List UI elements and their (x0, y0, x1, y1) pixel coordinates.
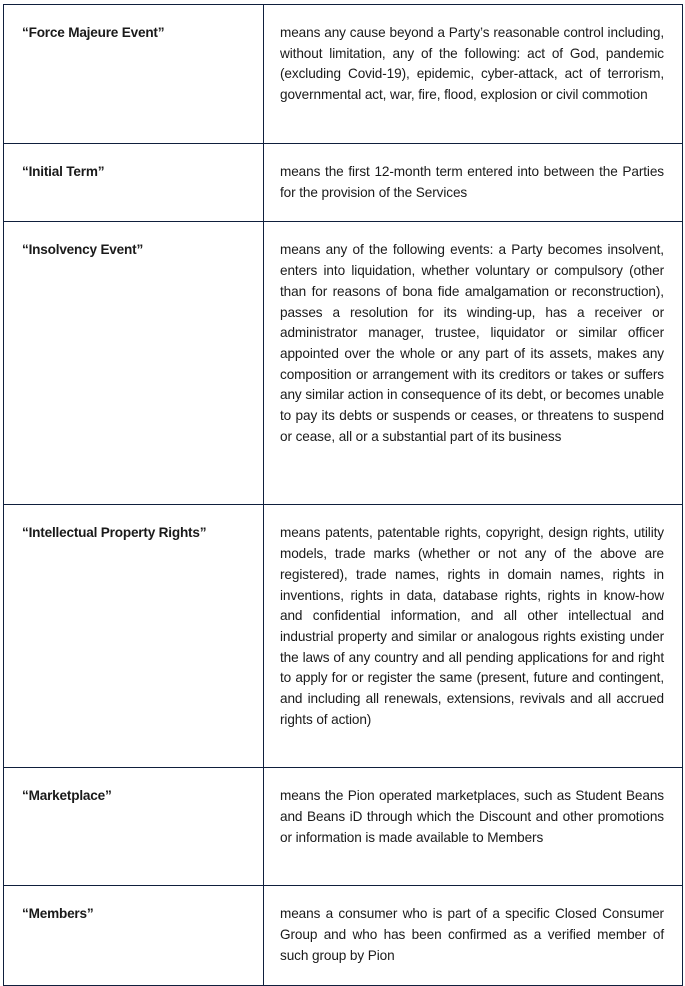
term-cell (4, 505, 264, 768)
definition-cell (264, 5, 683, 144)
term-cell (4, 886, 264, 985)
definition-text: means any cause beyond a Party’s reasonable control including, without limitation, any of the following: act of God, pandemic (excluding Covid-19), epidemic, cyber-attack, act of terrorism, governmental act, war, fire, flood, explosion or civil commotion (280, 25, 664, 103)
term-cell (4, 5, 264, 144)
definition-cell (264, 768, 683, 886)
definition-text: means patents, patentable rights, copyright, design rights, utility models, trade marks (whether or not any of the above are registered), trade names, rights in domain names, rights in inventions, rights in data, database rights, rights in know-how and confidential information, and all other intellectual and industrial property and similar or analogous rights existing under the laws of any country and all pending applications for and right to apply for or register the same (present, future and contingent, and including all renewals, extensions, revivals and all accrued rights of action) (280, 525, 664, 727)
definition-row (4, 505, 683, 768)
term-label: “Intellectual Property Rights” (22, 525, 207, 541)
definitions-table (3, 4, 683, 986)
term-label: “Initial Term” (22, 164, 105, 179)
term-label: “Force Majeure Event” (22, 25, 165, 40)
definition-cell (264, 222, 683, 505)
definition-row (4, 5, 683, 144)
term-label: “Marketplace” (22, 788, 112, 804)
definition-text: means the Pion operated marketplaces, such as Student Beans and Beans iD through which the Discount and other promotions or information is made available to Members (280, 788, 664, 845)
definition-cell (264, 886, 683, 985)
term-cell (4, 144, 264, 222)
term-cell (4, 222, 264, 505)
definition-row (4, 144, 683, 222)
term-cell (4, 768, 264, 886)
definition-cell (264, 144, 683, 222)
definition-text: means any of the following events: a Party becomes insolvent, enters into liquidation, whether voluntary or compulsory (other than for reasons of bona fide amalgamation or reconstruction), passes a resolution for its winding-up, has a receiver or administrator manager, trustee, liquidator or similar officer appointed over the whole or any part of its assets, makes any composition or arrangement with its creditors or takes or suffers any similar action in consequence of its debt, or becomes unable to pay its debts or suspends or ceases, or threatens to suspend or cease, all or a substantial part of its business (280, 242, 664, 444)
definition-text: means a consumer who is part of a specific Closed Consumer Group and who has been confirmed as a verified member of such group by Pion (280, 906, 664, 963)
term-label: “Insolvency Event” (22, 242, 144, 258)
term-label: “Members” (22, 906, 94, 922)
definition-row (4, 886, 683, 985)
definition-text: means the first 12-month term entered into between the Parties for the provision of the Services (280, 164, 664, 200)
definition-row (4, 222, 683, 505)
definition-cell (264, 505, 683, 768)
definition-row (4, 768, 683, 886)
